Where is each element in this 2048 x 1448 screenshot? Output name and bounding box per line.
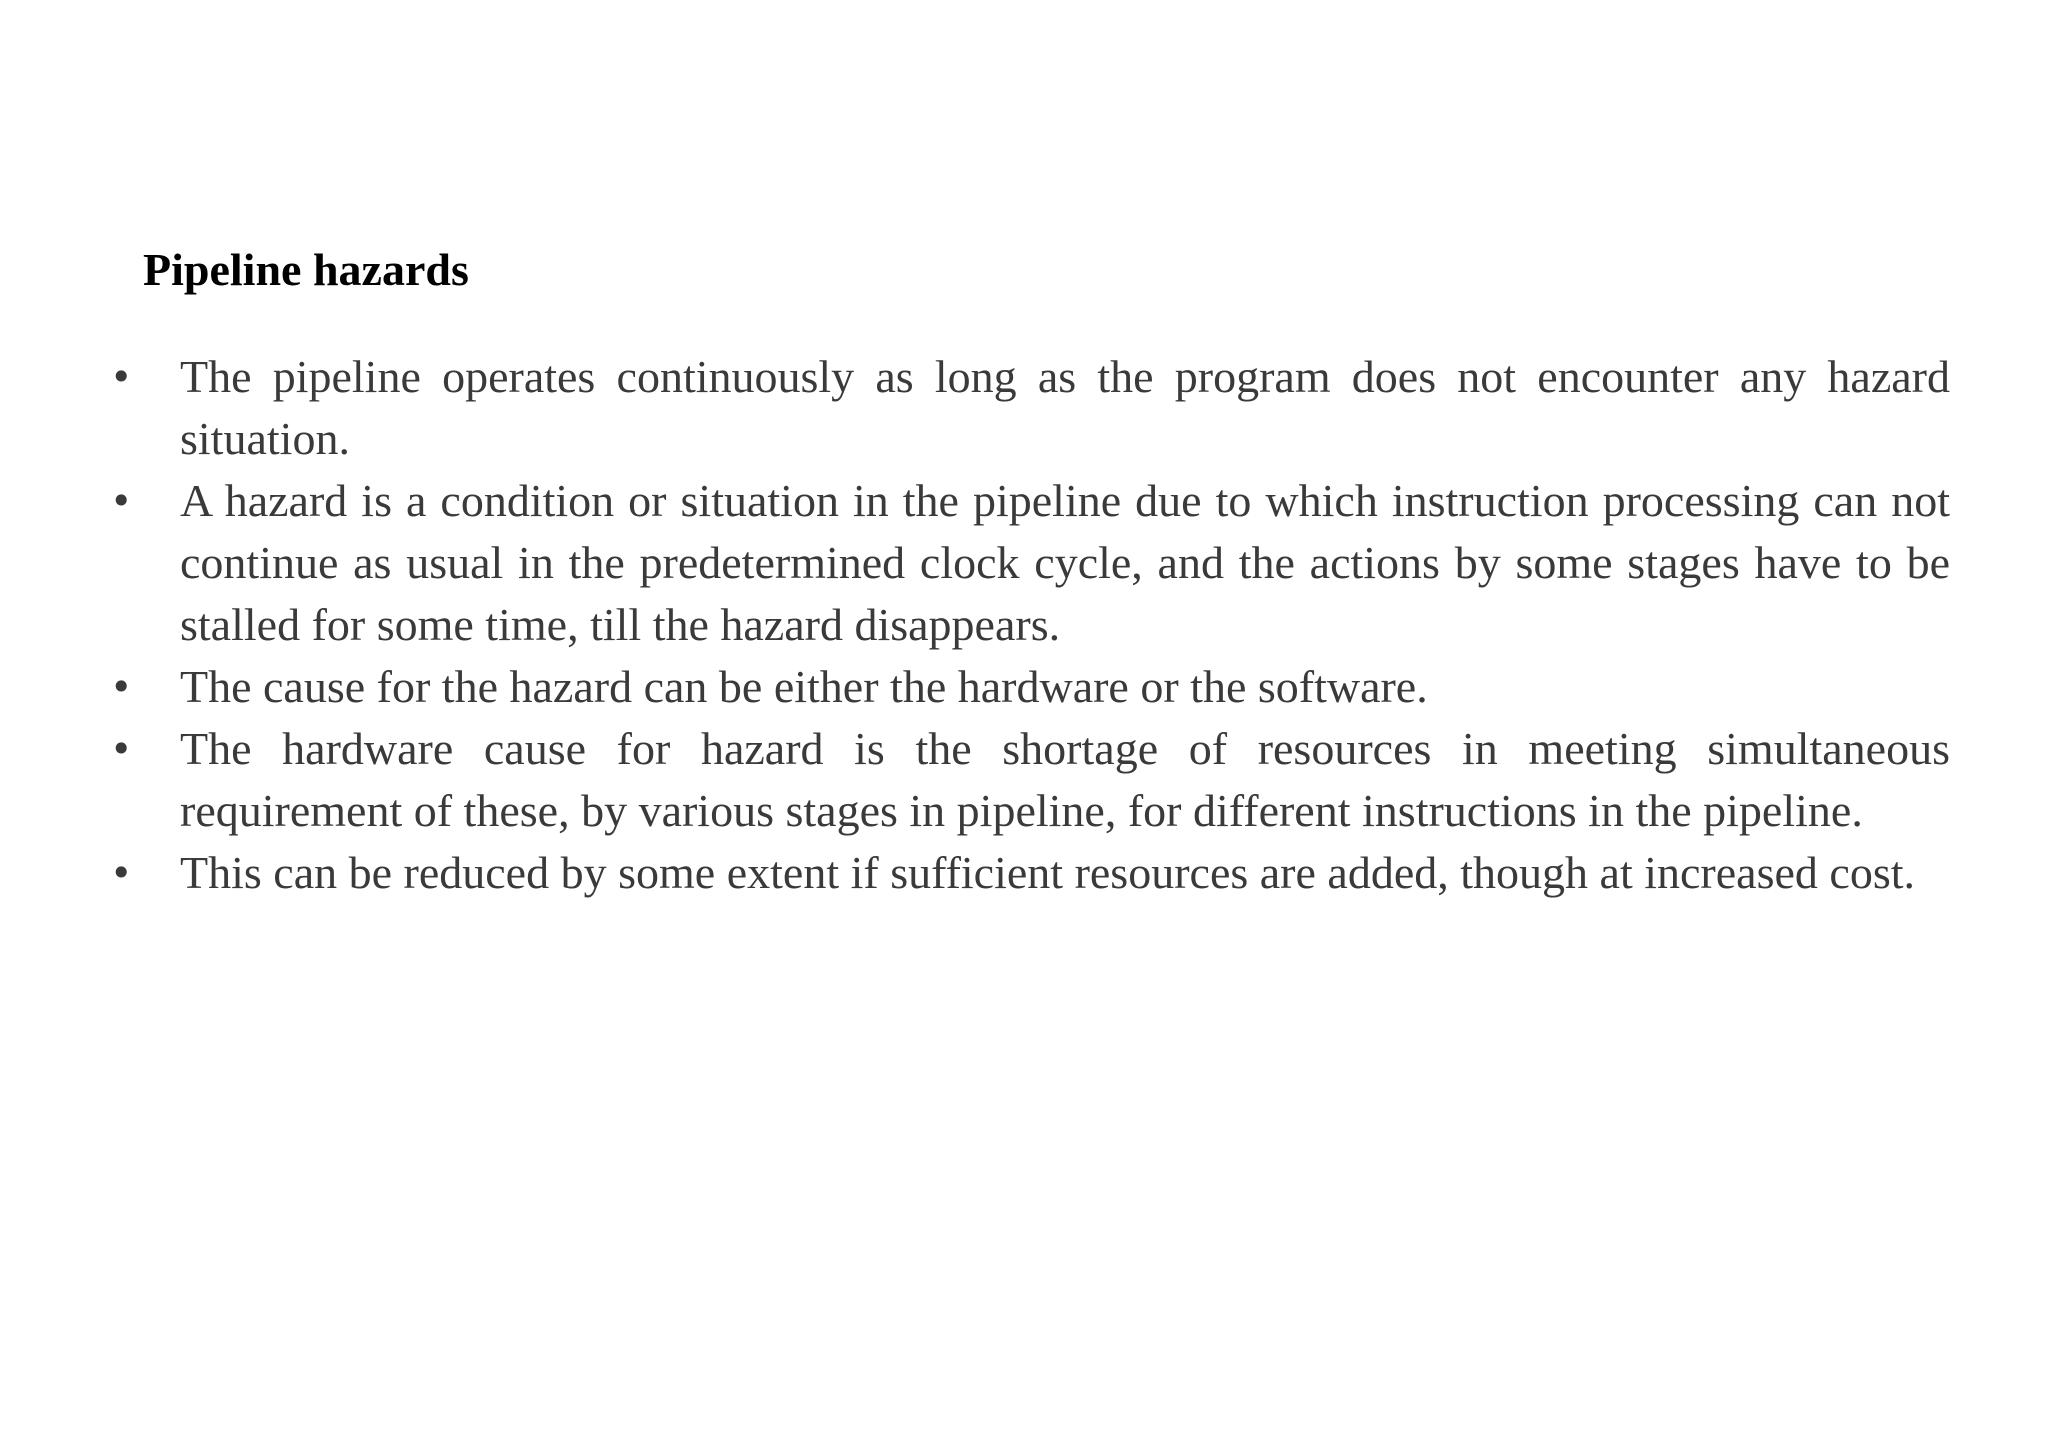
bullet-text: The cause for the hazard can be either the hardware or the software. [180, 661, 1428, 712]
bullet-icon: • [110, 665, 133, 709]
bullet-text: The hardware cause for hazard is the shortage of resources in meeting simultaneous requirement of these, by various stages in pipeline, for different instructions in the pipeline. [180, 723, 1950, 836]
bullet-icon: • [110, 851, 133, 895]
list-item [110, 718, 1950, 842]
bullet-icon: • [110, 479, 133, 523]
bullet-text: This can be reduced by some extent if sufficient resources are added, though at increased cost. [180, 847, 1915, 898]
list-item [110, 346, 1950, 470]
list-item [110, 656, 1950, 718]
list-item [110, 842, 1950, 904]
bullet-text: The pipeline operates continuously as long as the program does not encounter any hazard situation. [180, 351, 1950, 464]
list-item [110, 470, 1950, 656]
bullet-text: A hazard is a condition or situation in the pipeline due to which instruction processing can not continue as usual in the predetermined clock cycle, and the actions by some stages have to be stalled for some time, till the hazard disappears. [180, 475, 1950, 650]
bullet-icon: • [110, 355, 133, 399]
bullet-list [110, 346, 1950, 904]
slide-heading: Pipeline hazards [143, 244, 469, 295]
bullet-icon: • [110, 727, 133, 771]
